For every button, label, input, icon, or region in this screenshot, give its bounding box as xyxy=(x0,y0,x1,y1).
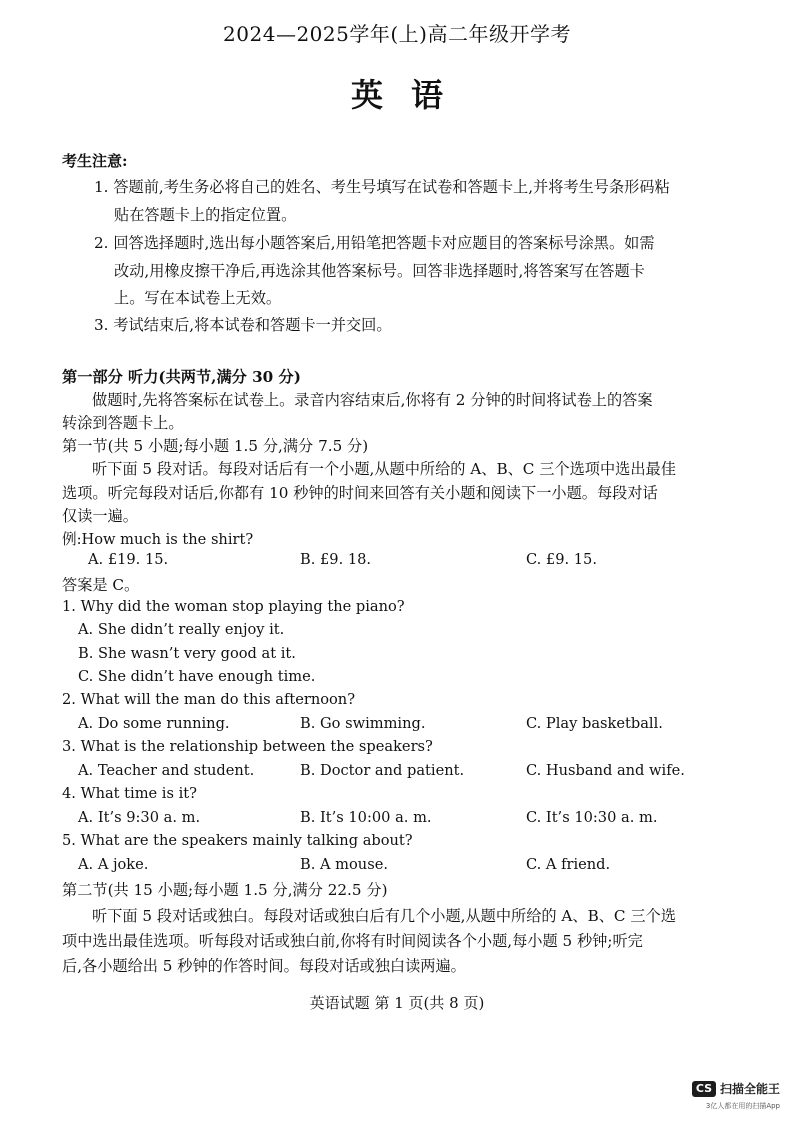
notice-line-6: 3. 考试结束后,将本试卷和答题卡一并交回。 xyxy=(94,316,392,334)
part1-intro-line-1: 做题时,先将答案标在试卷上。录音内容结束后,你将有 2 分钟的时间将试卷上的答案 xyxy=(92,391,653,409)
question-1-option-a: A. She didn’t really enjoy it. xyxy=(78,621,285,638)
notice-line-5: 上。写在本试卷上无效。 xyxy=(114,289,282,307)
notice-line-3: 2. 回答选择题时,选出每小题答案后,用铅笔把答题卡对应题目的答案标号涂黑。如需 xyxy=(94,234,655,252)
question-3-option-c: C. Husband and wife. xyxy=(526,762,685,779)
question-5-option-b: B. A mouse. xyxy=(300,856,388,873)
question-3-option-a: A. Teacher and student. xyxy=(78,762,255,779)
part1-intro-line-2: 转涂到答题卡上。 xyxy=(62,414,184,432)
example-option-c: C. £9. 15. xyxy=(526,551,597,568)
question-1-option-b: B. She wasn’t very good at it. xyxy=(78,645,296,662)
question-3: 3. What is the relationship between the speakers? xyxy=(62,738,433,755)
question-4-option-a: A. It’s 9:30 a. m. xyxy=(78,809,201,826)
scanner-watermark xyxy=(692,1080,780,1097)
question-4: 4. What time is it? xyxy=(62,785,197,802)
section1-heading: 第一节(共 5 小题;每小题 1.5 分,满分 7.5 分) xyxy=(62,437,369,455)
section2-heading: 第二节(共 15 小题;每小题 1.5 分,满分 22.5 分) xyxy=(62,881,388,899)
example-option-b: B. £9. 18. xyxy=(300,551,372,568)
section2-directions-3: 后,各小题给出 5 秒钟的作答时间。每段对话或独白读两遍。 xyxy=(62,957,466,975)
page-footer: 英语试题 第 1 页(共 8 页) xyxy=(309,994,485,1012)
question-5-option-c: C. A friend. xyxy=(526,856,611,873)
notice-line-1: 1. 答题前,考生务必将自己的姓名、考生号填写在试卷和答题卡上,并将考生号条形码粘 xyxy=(94,178,670,196)
question-2-option-c: C. Play basketball. xyxy=(526,715,663,732)
example-answer: 答案是 C。 xyxy=(62,576,140,594)
question-1: 1. Why did the woman stop playing the piano? xyxy=(62,598,405,615)
question-3-option-b: B. Doctor and patient. xyxy=(300,762,465,779)
scanner-tagline: 3亿人都在用的扫描App xyxy=(705,1102,780,1110)
question-5-option-a: A. A joke. xyxy=(78,856,149,873)
question-4-option-b: B. It’s 10:00 a. m. xyxy=(300,809,432,826)
section1-directions-1: 听下面 5 段对话。每段对话后有一个小题,从题中所给的 A、B、C 三个选项中选出最佳 xyxy=(92,460,676,478)
notice-line-4: 改动,用橡皮擦干净后,再选涂其他答案标号。回答非选择题时,将答案写在答题卡 xyxy=(114,262,645,280)
scanner-brand-name: 扫描全能王 xyxy=(719,1082,780,1096)
subject-title: 英语 xyxy=(350,76,471,114)
section2-directions-2: 项中选出最佳选项。听每段对话或独白前,你将有时间阅读各个小题,每小题 5 秒钟;听完 xyxy=(62,932,643,950)
section1-directions-3: 仅读一遍。 xyxy=(62,507,138,525)
question-2: 2. What will the man do this afternoon? xyxy=(62,691,356,708)
camscanner-logo-icon: CS xyxy=(692,1081,716,1097)
question-5: 5. What are the speakers mainly talking about? xyxy=(62,832,413,849)
section2-directions-1: 听下面 5 段对话或独白。每段对话或独白后有几个小题,从题中所给的 A、B、C 三个选 xyxy=(92,907,676,925)
example-question: 例:How much is the shirt? xyxy=(62,531,254,548)
notice-line-2: 贴在答题卡上的指定位置。 xyxy=(114,206,297,224)
question-2-option-a: A. Do some running. xyxy=(78,715,230,732)
exam-title: 2024—2025学年(上)高二年级开学考 xyxy=(223,22,571,46)
section1-directions-2: 选项。听完每段对话后,你都有 10 秒钟的时间来回答有关小题和阅读下一小题。每段对话 xyxy=(62,484,658,502)
part1-heading: 第一部分 听力(共两节,满分 30 分) xyxy=(62,368,301,386)
question-2-option-b: B. Go swimming. xyxy=(300,715,426,732)
example-option-a: A. £19. 15. xyxy=(88,551,169,568)
notice-heading: 考生注意: xyxy=(62,152,128,170)
question-4-option-c: C. It’s 10:30 a. m. xyxy=(526,809,658,826)
question-1-option-c: C. She didn’t have enough time. xyxy=(78,668,316,685)
